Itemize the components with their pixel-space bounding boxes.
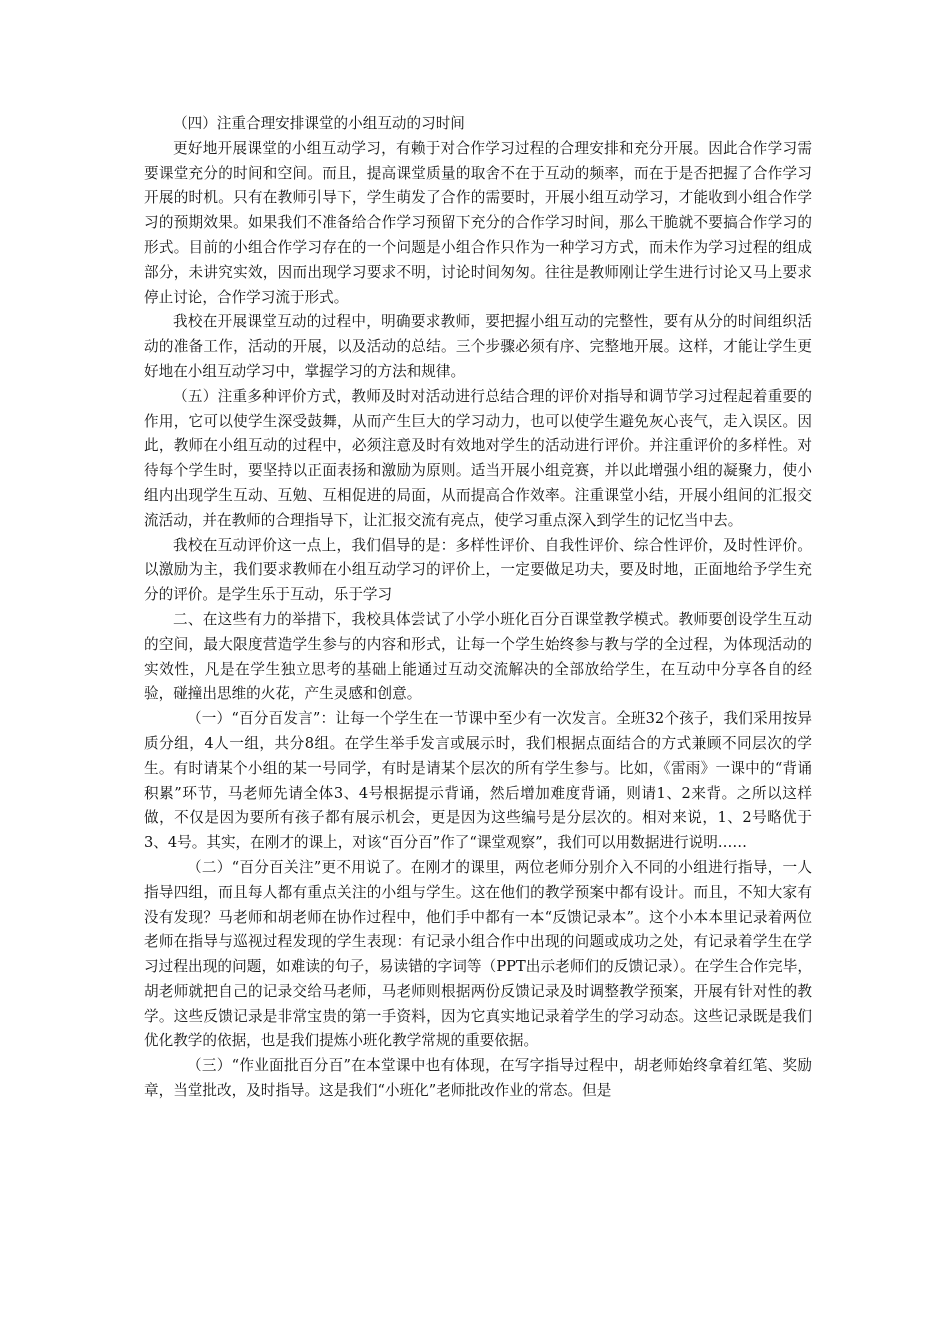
paragraph: （一）“百分百发言”：让每一个学生在一节课中至少有一次发言。全班32个孩子，我们采用按异质分组，4人一组，共分8组。在学生举手发言或展示时，我们根据点面结合的方式兼顾不同层次的学生。有时请某个小组的某一号同学，有时是请某个层次的所有学生参与。比如，《雷雨》一课中的“背诵积累”环节，马老师先请全体3、4号根据提示背诵，然后增加难度背诵，则请1、2来背。之所以这样做，不仅是因为要所有孩子都有展示机会，更是因为这些编号是分层次的。相对来说，1、2号略优于3、4号。其实，在刚才的课上，对该“百分百”作了“课堂观察”，我们可以用数据进行说明…… — [144, 710, 812, 852]
document-page — [144, 112, 812, 1104]
section-heading-4: （四）注重合理安排课堂的小组互动的习时间 — [173, 115, 465, 132]
paragraph: （三）“作业面批百分百”在本堂课中也有体现，在写字指导过程中，胡老师始终拿着红笔、奖励章，当堂批改，及时指导。这是我们“小班化”老师批改作业的常态。但是 — [144, 1057, 812, 1100]
paragraph: 二、在这些有力的举措下，我校具体尝试了小学小班化百分百课堂教学模式。教师要创设学生互动的空间，最大限度营造学生参与的内容和形式，让每一个学生始终参与教与学的全过程，为体现活动的实效性，凡是在学生独立思考的基础上能通过互动交流解决的全部放给学生，在互动中分享各自的经验，碰撞出思维的火花，产生灵感和创意。 — [144, 610, 812, 703]
paragraph: （二）“百分百关注”更不用说了。在刚才的课里，两位老师分别介入不同的小组进行指导，一人指导四组，而且每人都有重点关注的小组与学生。这在他们的教学预案中都有设计。而且，不知大家有没有发现？马老师和胡老师在协作过程中，他们手中都有一本“反馈记录本”。这个小本本里记录着两位老师在指导与巡视过程发现的学生表现：有记录小组合作中出现的问题或成功之处，有记录着学生在学习过程出现的问题，如难读的句子，易读错的字词等（PPT出示老师们的反馈记录）。在学生合作完毕，胡老师就把自己的记录交给马老师，马老师则根据两份反馈记录及时调整教学预案，开展有针对性的教学。这些反馈记录是非常宝贵的第一手资料，因为它真实地记录着学生的学习动态。这些记录既是我们优化教学的依据，也是我们提炼小班化教学常规的重要依据。 — [144, 858, 812, 1050]
paragraph: 我校在互动评价这一点上，我们倡导的是：多样性评价、自我性评价、综合性评价，及时性评价。以激励为主，我们要求教师在小组互动学习的评价上，一定要做足功夫，要及时地，正面地给予学生充分的评价。是学生乐于互动，乐于学习 — [144, 536, 812, 604]
paragraph: （五）注重多种评价方式，教师及时对活动进行总结合理的评价对指导和调节学习过程起着重要的作用，它可以使学生深受鼓舞，从而产生巨大的学习动力，也可以使学生避免灰心丧气，走入误区。因此，教师在小组互动的过程中，必须注意及时有效地对学生的活动进行评价。并注重评价的多样性。对待每个学生时，要坚持以正面表扬和激励为原则。适当开展小组竞赛，并以此增强小组的凝聚力，使小组内出现学生互动、互勉、互相促进的局面，从而提高合作效率。注重课堂小结，开展小组间的汇报交流活动，并在教师的合理指导下，让汇报交流有亮点，使学习重点深入到学生的记忆当中去。 — [144, 387, 812, 529]
paragraph: 我校在开展课堂互动的过程中，明确要求教师，要把握小组互动的完整性，要有从分的时间组织活动的准备工作，活动的开展，以及活动的总结。三个步骤必须有序、完整地开展。这样，才能让学生更好地在小组互动学习中，掌握学习的方法和规律。 — [144, 313, 812, 380]
paragraph: 更好地开展课堂的小组互动学习，有赖于对合作学习过程的合理安排和充分开展。因此合作学习需要课堂充分的时间和空间。而且，提高课堂质量的取舍不在于互动的频率，而在于是否把握了合作学习开展的时机。只有在教师引导下，学生萌发了合作的需要时，开展小组互动学习，才能收到小组合作学习的预期效果。如果我们不准备给合作学习预留下充分的合作学习时间，那么干脆就不要搞合作学习的形式。目前的小组合作学习存在的一个问题是小组合作只作为一种学习方式，而未作为学习过程的组成部分，未讲究实效，因而出现学习要求不明，讨论时间匆匆。往往是教师刚让学生进行讨论又马上要求停止讨论，合作学习流于形式。 — [144, 139, 812, 306]
